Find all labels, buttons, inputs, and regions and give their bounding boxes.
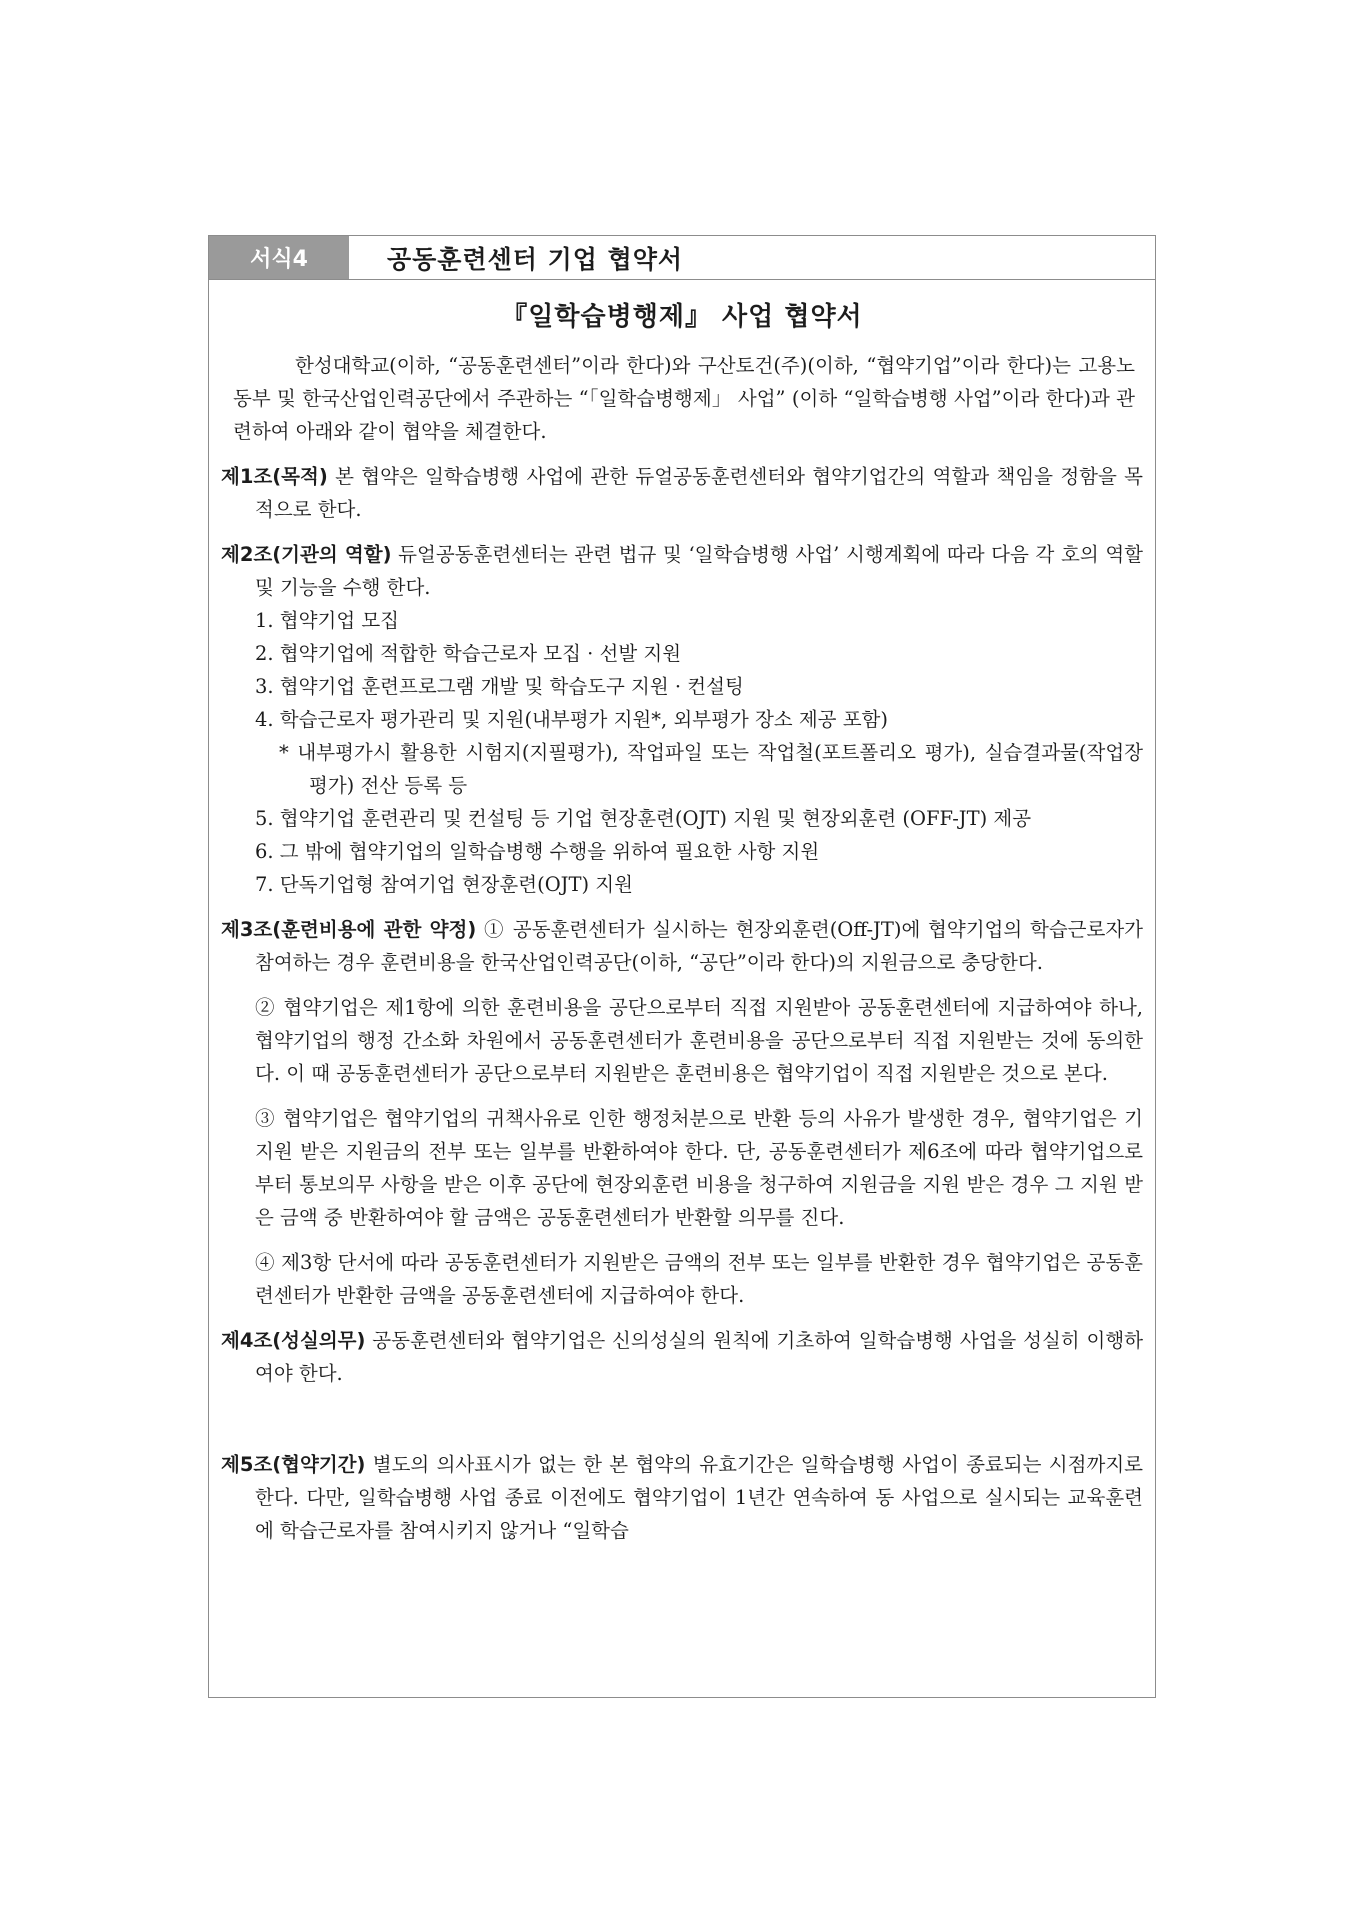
article-2: [221, 538, 1143, 604]
document-title: 『일학습병행제』 사업 협약서: [501, 302, 863, 332]
form-header: [209, 236, 1155, 280]
list-item: 7. 단독기업형 참여기업 현장훈련(OJT) 지원: [255, 873, 633, 896]
list-item: 1. 협약기업 모집: [255, 609, 400, 632]
article-3-clause-3: ③ 협약기업은 협약기업의 귀책사유로 인한 행정처분으로 반환 등의 사유가 발생한 경우, 협약기업은 기지원 받은 지원금의 전부 또는 일부를 반환하여야 한다. 단, 공동훈련센터가 제6조에 따라 협약기업으로부터 통보의무 사항을 받은 이후 공단에 현장외훈련 비용을 청구하여 지원금을 지원 받은 경우 그 지원 받은 금액 중 반환하여야 할 금액은 공동훈련센터가 반환할 의무를 진다.: [255, 1107, 1143, 1229]
article-5-text: 별도의 의사표시가 없는 한 본 협약의 유효기간은 일학습병행 사업이 종료되는 시점까지로 한다. 다만, 일학습병행 사업 종료 이전에도 협약기업이 1년간 연속하여 동 사업으로 실시되는 교육훈련에 학습근로자를 참여시키지 않거나 “일학습: [255, 1453, 1143, 1542]
article-1-text: 본 협약은 일학습병행 사업에 관한 듀얼공동훈련센터와 협약기업간의 역할과 책임을 정함을 목적으로 한다.: [255, 465, 1143, 521]
article-3: [221, 913, 1143, 979]
form-frame: [208, 235, 1156, 1698]
article-3-clause-4: ④ 제3항 단서에 따라 공동훈련센터가 지원받은 금액의 전부 또는 일부를 반환한 경우 협약기업은 공동훈련센터가 반환한 금액을 공동훈련센터에 지급하여야 한다.: [255, 1251, 1143, 1307]
article-2-list: [221, 604, 1143, 901]
article-5: [221, 1448, 1143, 1547]
list-item: 6. 그 밖에 협약기업의 일학습병행 수행을 위하여 필요한 사항 지원: [255, 840, 820, 863]
article-4: [221, 1324, 1143, 1390]
article-3-heading: 제3조(훈련비용에 관한 약정): [221, 918, 477, 941]
spacer: [221, 1402, 1143, 1448]
article-2-text: 듀얼공동훈련센터는 관련 법규 및 ‘일학습병행 사업’ 시행계획에 따라 다음 각 호의 역할 및 기능을 수행 한다.: [255, 543, 1143, 599]
list-item: 2. 협약기업에 적합한 학습근로자 모집 · 선발 지원: [255, 642, 682, 665]
article-4-text: 공동훈련센터와 협약기업은 신의성실의 원칙에 기초하여 일학습병행 사업을 성실히 이행하여야 한다.: [255, 1329, 1143, 1385]
list-item: 5. 협약기업 훈련관리 및 컨설팅 등 기업 현장훈련(OJT) 지원 및 현장외훈련 (OFF-JT) 제공: [255, 807, 1032, 830]
list-note: * 내부평가시 활용한 시험지(지필평가), 작업파일 또는 작업철(포트폴리오 평가), 실습결과물(작업장 평가) 전산 등록 등: [279, 741, 1143, 797]
article-1: [221, 460, 1143, 526]
list-item: 4. 학습근로자 평가관리 및 지원(내부평가 지원*, 외부평가 장소 제공 포함): [255, 708, 888, 731]
article-5-heading: 제5조(협약기간): [221, 1453, 366, 1476]
article-2-heading: 제2조(기관의 역할): [221, 543, 392, 566]
article-3-text: ① 공동훈련센터가 실시하는 현장외훈련(Off-JT)에 협약기업의 학습근로자가 참여하는 경우 훈련비용을 한국산업인력공단(이하, “공단”이라 한다)의 지원금으로 충당한다.: [255, 918, 1143, 974]
article-1-heading: 제1조(목적): [221, 465, 328, 488]
article-4-heading: 제4조(성실의무): [221, 1329, 366, 1352]
document-body: [209, 280, 1155, 1547]
list-item: 3. 협약기업 훈련프로그램 개발 및 학습도구 지원 · 컨설팅: [255, 675, 744, 698]
article-3-clause-2: ② 협약기업은 제1항에 의한 훈련비용을 공단으로부터 직접 지원받아 공동훈련센터에 지급하여야 하나, 협약기업의 행정 간소화 차원에서 공동훈련센터가 훈련비용을 공단으로부터 직접 지원받는 것에 동의한다. 이 때 공동훈련센터가 공단으로부터 지원받은 훈련비용은 협약기업이 직접 지원받은 것으로 본다.: [255, 996, 1143, 1085]
form-number-badge: 서식4: [209, 236, 349, 279]
intro-paragraph: 한성대학교(이하, “공동훈련센터”이라 한다)와 구산토건(주)(이하, “협약기업”이라 한다)는 고용노동부 및 한국산업인력공단에서 주관하는 “「일학습병행제」 사업” (이하 “일학습병행 사업”이라 한다)과 관련하여 아래와 같이 협약을 체결한다.: [233, 354, 1135, 443]
form-header-title: 공동훈련센터 기업 협약서: [387, 244, 684, 274]
